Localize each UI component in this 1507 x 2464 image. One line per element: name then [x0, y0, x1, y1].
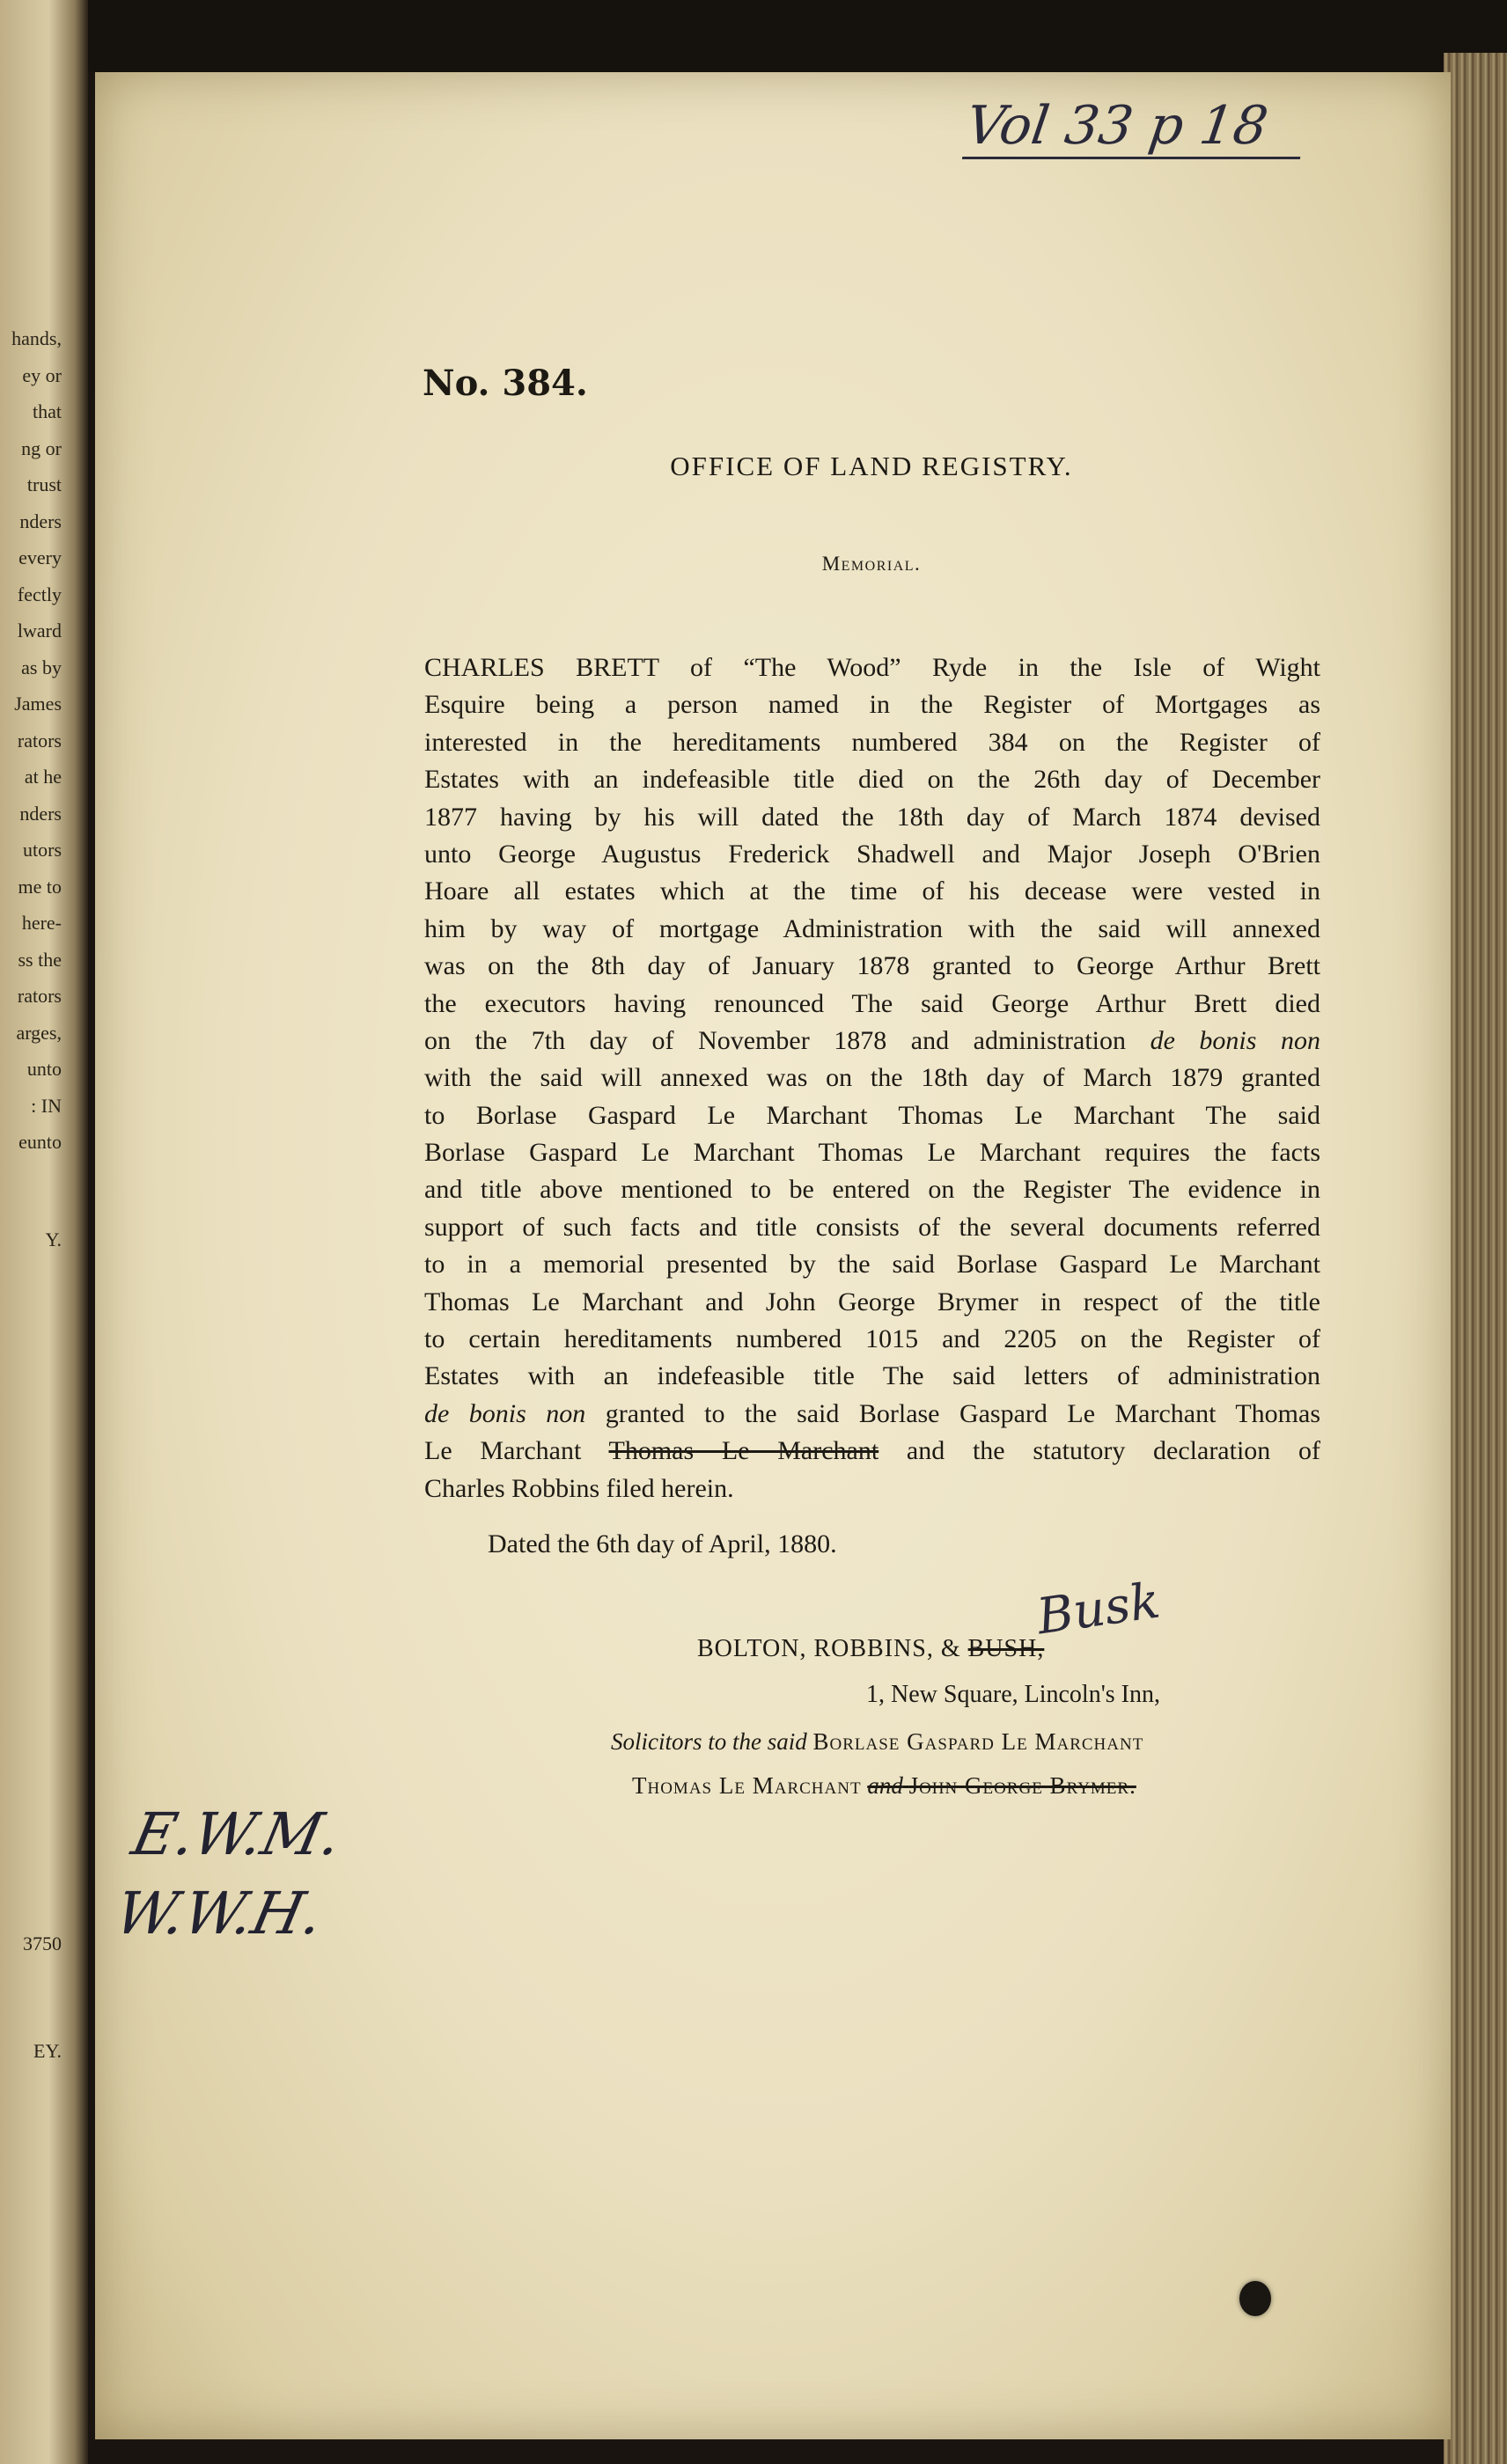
- facing-page-line: James: [14, 693, 62, 715]
- body-line: unto George Augustus Frederick Shadwell and Major Joseph O'Brien: [424, 839, 1320, 869]
- facing-page-line: me to: [18, 875, 62, 898]
- struck-name: Thomas Le Marchant: [608, 1436, 879, 1466]
- latin-phrase: de bonis non: [1150, 1025, 1321, 1055]
- facing-page-line: fectly: [17, 583, 62, 605]
- body-line: interested in the hereditaments numbered 384 on the Register of: [424, 727, 1320, 757]
- date-line: Dated the 6th day of April, 1880.: [488, 1529, 837, 1558]
- body-line: to Borlase Gaspard Le Marchant Thomas Le Marchant The said: [424, 1100, 1320, 1130]
- handwritten-volume-reference: Vol 33 p 18: [962, 95, 1309, 159]
- initials-2: W.W.H.: [109, 1880, 329, 1947]
- book-top-edge: [0, 0, 1507, 72]
- facing-page-line: rators: [17, 729, 62, 752]
- body-line-latin: [424, 1396, 1320, 1433]
- facing-page-line: here-: [21, 912, 62, 934]
- facing-page-line: nders: [19, 510, 62, 532]
- solicitors-and: and: [867, 1772, 903, 1799]
- body-line: Estates with an indefeasible title died on the 26th day of December: [424, 765, 1320, 795]
- body-line: support of such facts and title consists of the several documents referred: [424, 1212, 1320, 1242]
- facing-page-line: unto: [26, 1058, 62, 1080]
- body-line-text: Le Marchant: [424, 1436, 582, 1466]
- body-line: Borlase Gaspard Le Marchant Thomas Le Marchant requires the facts: [424, 1138, 1320, 1168]
- firm-struck-name: BUSH,: [967, 1635, 1045, 1662]
- body-line: was on the 8th day of January 1878 granted to George Arthur Brett: [424, 951, 1320, 981]
- solicitors-line-2-name: Thomas Le Marchant: [632, 1772, 862, 1799]
- body-line-latin: [424, 1023, 1320, 1060]
- body-line-text: granted to the said Borlase Gaspard Le Marchant Thomas: [605, 1398, 1321, 1428]
- body-line: Estates with an indefeasible title The said letters of administration: [424, 1361, 1320, 1391]
- firm-address: 1, New Square, Lincoln's Inn,: [866, 1681, 1160, 1708]
- body-line: CHARLES BRETT of “The Wood” Ryde in the Isle of Wight: [424, 653, 1320, 682]
- body-line: to in a memorial presented by the said Borlase Gaspard Le Marchant: [424, 1250, 1320, 1280]
- memorial-body: [424, 649, 1320, 1507]
- solicitor-firm: [697, 1635, 1044, 1663]
- handwritten-correction: Busk: [1033, 1572, 1164, 1646]
- facing-page-line: trust: [26, 473, 62, 495]
- facing-page-line: every: [18, 546, 62, 568]
- facing-page-line: nders: [19, 802, 62, 825]
- page-stack-edge: [1444, 53, 1507, 2464]
- facing-page-footer-3: EY.: [33, 2040, 62, 2062]
- solicitors-prefix: Solicitors to the said: [611, 1728, 807, 1755]
- facing-page-line: lward: [17, 620, 62, 642]
- facing-page-line: as by: [21, 656, 62, 678]
- solicitors-names: Borlase Gaspard Le Marchant: [812, 1728, 1144, 1755]
- facing-page-footer-1: Y.: [45, 1228, 62, 1250]
- body-line: Hoare all estates which at the time of his decease were vested in: [424, 876, 1320, 906]
- facing-page-line: : IN: [31, 1094, 62, 1117]
- firm-name: BOLTON, ROBBINS, &: [697, 1635, 961, 1662]
- ink-blot: [1239, 2281, 1271, 2316]
- facing-page-line: ng or: [21, 436, 62, 459]
- facing-page-line: hands,: [11, 327, 62, 349]
- solicitors-line-2: [632, 1772, 1136, 1800]
- facing-page-line: ss the: [18, 948, 62, 971]
- memorial-number: No. 384.: [423, 363, 588, 404]
- body-line-text: on the 7th day of November 1878 and administration: [424, 1025, 1126, 1055]
- facing-page-line: ey or: [22, 363, 62, 386]
- initials-1: E.W.M.: [126, 1800, 348, 1868]
- facing-page-line: utors: [23, 839, 62, 861]
- body-line-struck: [424, 1433, 1320, 1470]
- body-line: Esquire being a person named in the Register of Mortgages as: [424, 690, 1320, 720]
- margin-initials: [108, 1795, 349, 1954]
- body-line: to certain hereditaments numbered 1015 and 2205 on the Register of: [424, 1324, 1320, 1354]
- facing-page-line: rators: [17, 985, 62, 1007]
- solicitors-struck-name: John George Brymer.: [908, 1772, 1136, 1799]
- solicitors-line-1: [611, 1728, 1320, 1756]
- facing-page-footer-2: 3750: [23, 1932, 62, 1954]
- body-line: 1877 having by his will dated the 18th day of March 1874 devised: [424, 802, 1320, 832]
- body-line-text: and the statutory declaration of: [906, 1436, 1321, 1466]
- memorial-heading: Memorial.: [821, 553, 922, 575]
- facing-page-line: at he: [24, 766, 62, 788]
- latin-phrase: de bonis non: [424, 1398, 586, 1428]
- body-line: Charles Robbins filed herein.: [424, 1473, 734, 1503]
- facing-page-spine: [0, 0, 88, 2464]
- office-heading: OFFICE OF LAND REGISTRY.: [670, 451, 1073, 481]
- facing-page-line: eunto: [18, 1131, 62, 1153]
- body-line: and title above mentioned to be entered on the Register The evidence in: [424, 1175, 1320, 1205]
- body-line: him by way of mortgage Administration with the said will annexed: [424, 913, 1320, 943]
- facing-page-line: arges,: [16, 1021, 62, 1044]
- body-line: Thomas Le Marchant and John George Brymer in respect of the title: [424, 1287, 1320, 1316]
- body-line: with the said will annexed was on the 18th day of March 1879 granted: [424, 1063, 1320, 1093]
- body-line: the executors having renounced The said George Arthur Brett died: [424, 988, 1320, 1018]
- solicitors-struck-section: [867, 1772, 1136, 1799]
- facing-page-line: that: [33, 400, 62, 422]
